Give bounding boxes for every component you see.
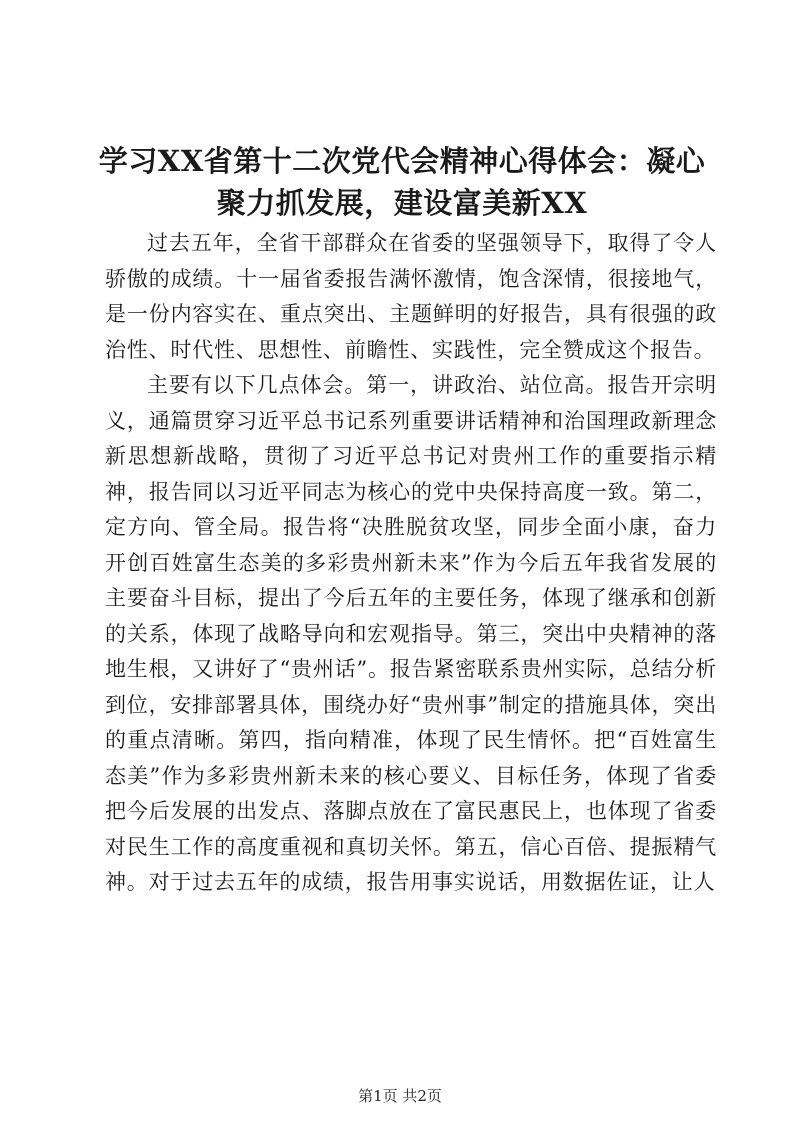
document-body — [105, 226, 717, 901]
paragraph-1: 过去五年，全省干部群众在省委的坚强领导下，取得了令人骄傲的成绩。十一届省委报告满怀激情，饱含深情，很接地气，是一份内容实在、重点突出、主题鲜明的好报告，具有很强的政治性、时代性、思想性、前瞻性、实践性，完全赞成这个报告。 — [105, 231, 717, 362]
paragraph-2: 主要有以下几点体会。第一，讲政治、站位高。报告开宗明义，通篇贯穿习近平总书记系列重要讲话精神和治国理政新理念新思想新战略，贯彻了习近平总书记对贵州工作的重要指示精神，报告同以习近平同志为核心的党中央保持高度一致。第二，定方向、管全局。报告将“决胜脱贫攻坚，同步全面小康，奋力开创百姓富生态美的多彩贵州新未来”作为今后五年我省发展的主要奋斗目标，提出了今后五年的主要任务，体现了继承和创新的关系，体现了战略导向和宏观指导。第三，突出中央精神的落地生根，又讲好了“贵州话”。报告紧密联系贵州实际，总结分析到位，安排部署具体，围绕办好“贵州事”制定的措施具体，突出的重点清晰。第四，指向精准，体现了民生情怀。把“百姓富生态美”作为多彩贵州新未来的核心要义、目标任务，体现了省委把今后发展的出发点、落脚点放在了富民惠民上，也体现了省委对民生工作的高度重视和真切关怀。第五，信心百倍、提振精气神。对于过去五年的成绩，报告用事实说话，用数据佐证，让人 — [105, 373, 717, 894]
document-title: 学习XX省第十二次党代会精神心得体会：凝心聚力抓发展，建设富美新XX — [98, 144, 706, 220]
page-footer: 第1页 共2页 — [358, 1087, 442, 1105]
